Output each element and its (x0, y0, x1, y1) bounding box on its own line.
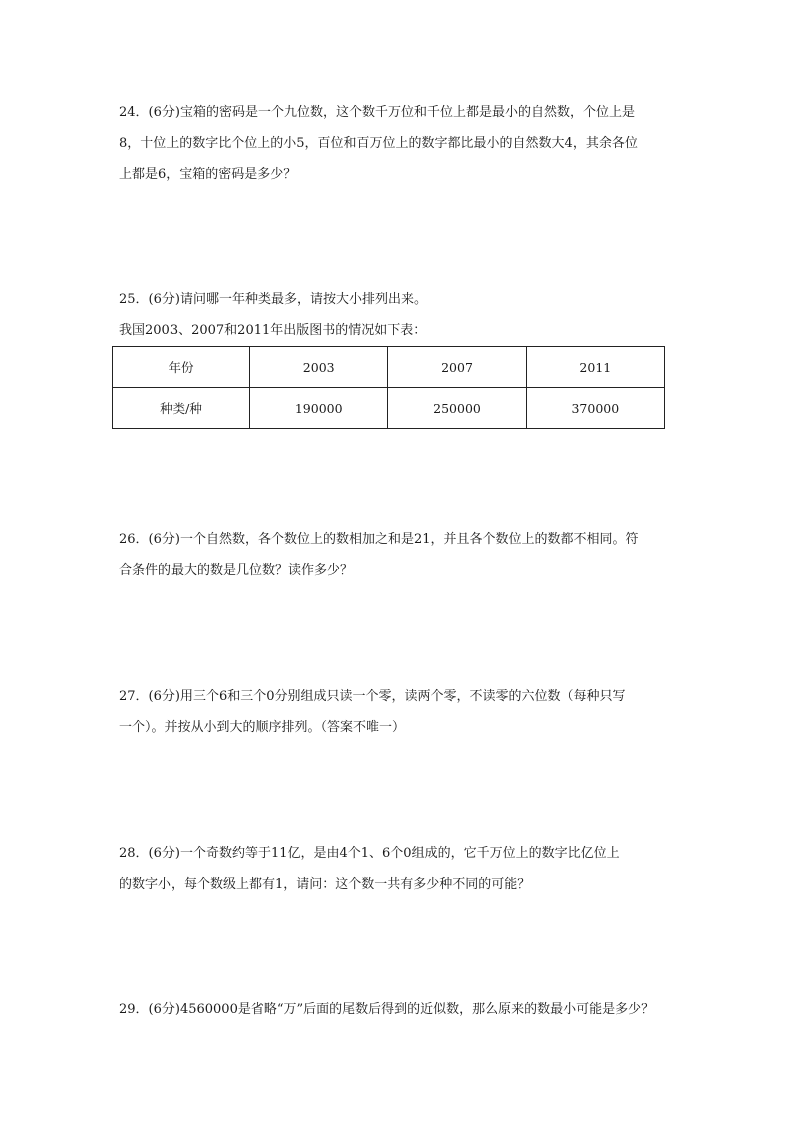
table-row (113, 388, 665, 429)
question-26-line-1: 26．(6分)一个自然数，各个数位上的数相加之和是21，并且各个数位上的数都不相同。符 (119, 532, 639, 547)
question-25-line-2: 我国2003、2007和2011年出版图书的情况如下表： (119, 323, 427, 338)
question-27-line-1: 27．(6分)用三个6和三个0分别组成只读一个零，读两个零，不读零的六位数（每种只写 (119, 689, 626, 704)
table-header-cell: 2011 (526, 347, 664, 388)
table-header-row (113, 347, 665, 388)
question-24-line-3: 上都是6，宝箱的密码是多少？ (119, 167, 297, 182)
question-26 (119, 524, 679, 586)
book-publishing-table (112, 346, 665, 429)
table-header-cell: 年份 (113, 347, 250, 388)
question-28-line-1: 28．(6分)一个奇数约等于11亿，是由4个1、6个0组成的，它千万位上的数字比亿位上 (119, 846, 620, 861)
question-25 (119, 284, 679, 346)
question-29 (119, 994, 679, 1025)
table-cell: 370000 (526, 388, 664, 429)
question-24-line-2: 8，十位上的数字比个位上的小5，百位和百万位上的数字都比最小的自然数大4，其余各位 (119, 136, 638, 151)
question-26-line-2: 合条件的最大的数是几位数？读作多少？ (119, 563, 354, 578)
question-29-line-1: 29．(6分)4560000是省略“万”后面的尾数后得到的近似数，那么原来的数最小可能是多少？ (119, 1002, 655, 1017)
table-header-cell: 2003 (250, 347, 388, 388)
table-cell: 250000 (388, 388, 526, 429)
question-27 (119, 681, 679, 743)
question-28-line-2: 的数字小，每个数级上都有1，请问：这个数一共有多少种不同的可能？ (119, 877, 531, 892)
question-28 (119, 838, 679, 900)
question-24-line-1: 24．(6分)宝箱的密码是一个九位数，这个数千万位和千位上都是最小的自然数，个位上是 (119, 105, 635, 120)
question-24 (119, 97, 679, 190)
table-cell: 190000 (250, 388, 388, 429)
table-header-cell: 2007 (388, 347, 526, 388)
question-25-line-1: 25．(6分)请问哪一年种类最多，请按大小排列出来。 (119, 292, 427, 307)
table-cell: 种类/种 (113, 388, 250, 429)
question-27-line-2: 一个）。并按从小到大的顺序排列。（答案不唯一） (119, 720, 406, 735)
